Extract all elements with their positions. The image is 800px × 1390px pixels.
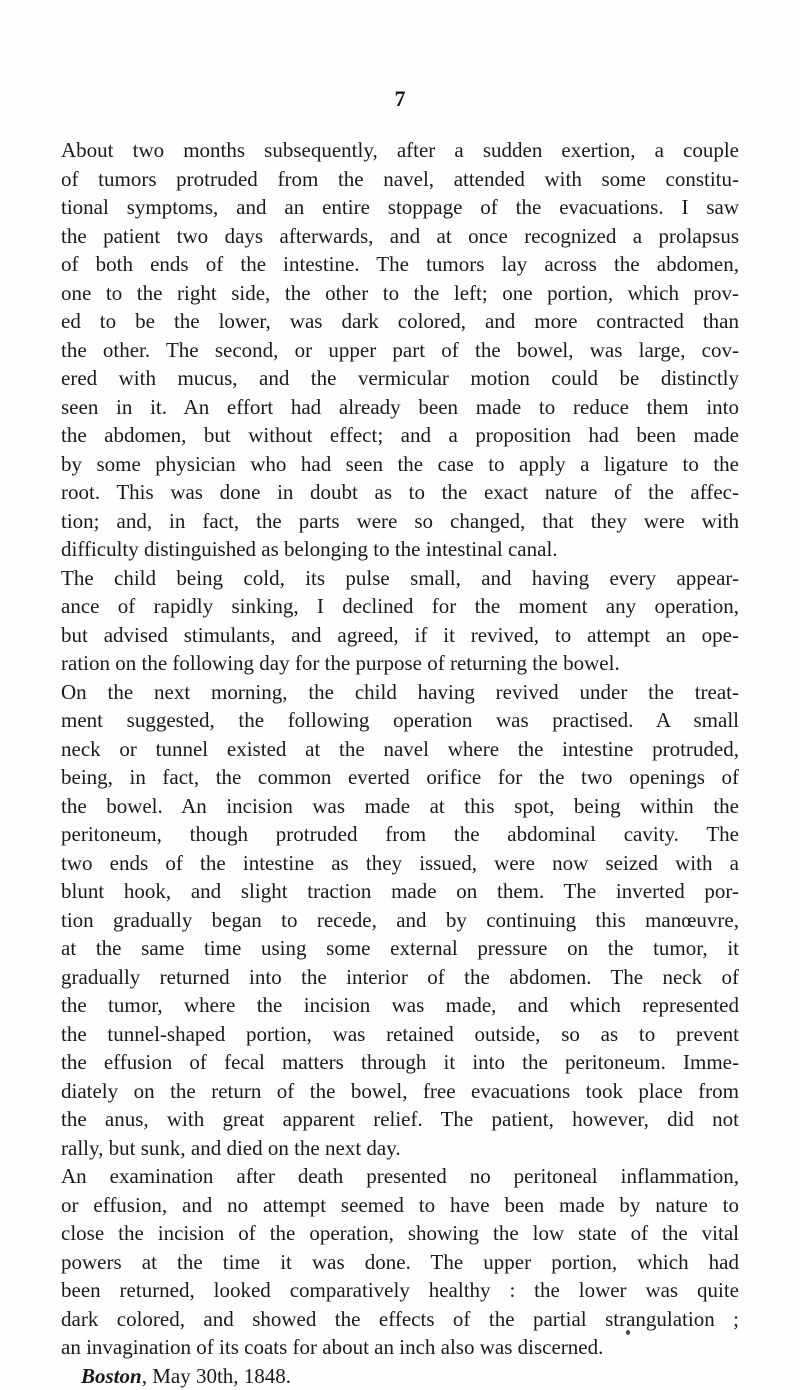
text-line: tion gradually began to recede, and by continuing this manœuvre, [61,906,739,935]
text-line: ance of rapidly sinking, I declined for the moment any operation, [61,592,739,621]
paragraph [61,564,739,678]
text-line: the abdomen, but without effect; and a proposition had been made [61,421,739,450]
text-line: powers at the time it was done. The upper portion, which had [61,1248,739,1277]
text-line: two ends of the intestine as they issued, were now seized with a [61,849,739,878]
page-number: 7 [0,86,800,112]
text-line: blunt hook, and slight traction made on them. The inverted por- [61,877,739,906]
text-line: The child being cold, its pulse small, and having every appear- [61,564,739,593]
text-line: dark colored, and showed the effects of the partial strangulation ; [61,1305,739,1334]
text-line: About two months subsequently, after a sudden exertion, a couple [61,136,739,165]
text-line: of tumors protruded from the navel, attended with some constitu- [61,165,739,194]
text-line: the bowel. An incision was made at this spot, being within the [61,792,739,821]
text-line: being, in fact, the common everted orifice for the two openings of [61,763,739,792]
text-line: close the incision of the operation, showing the low state of the vital [61,1219,739,1248]
text-line: of both ends of the intestine. The tumors lay across the abdomen, [61,250,739,279]
text-line: an invagination of its coats for about an inch also was discerned. [61,1333,739,1362]
text-line: gradually returned into the interior of the abdomen. The neck of [61,963,739,992]
text-line: diately on the return of the bowel, free evacuations took place from [61,1077,739,1106]
text-line: been returned, looked comparatively healthy : the lower was quite [61,1276,739,1305]
text-line: peritoneum, though protruded from the abdominal cavity. The [61,820,739,849]
text-line: but advised stimulants, and agreed, if it revived, to attempt an ope- [61,621,739,650]
text-line: neck or tunnel existed at the navel where the intestine protruded, [61,735,739,764]
text-line: An examination after death presented no peritoneal inflammation, [61,1162,739,1191]
text-line: root. This was done in doubt as to the exact nature of the affec- [61,478,739,507]
text-line: ration on the following day for the purpose of returning the bowel. [61,649,739,678]
text-line: tional symptoms, and an entire stoppage of the evacuations. I saw [61,193,739,222]
text-line: difficulty distinguished as belonging to the intestinal canal. [61,535,739,564]
text-line: or effusion, and no attempt seemed to have been made by nature to [61,1191,739,1220]
body-text [61,136,739,1390]
text-line: ed to be the lower, was dark colored, and more contracted than [61,307,739,336]
text-line: one to the right side, the other to the left; one portion, which prov- [61,279,739,308]
text-line: at the same time using some external pressure on the tumor, it [61,934,739,963]
text-line: by some physician who had seen the case to apply a ligature to the [61,450,739,479]
signoff-date: May 30th, 1848. [147,1364,291,1388]
text-line: ered with mucus, and the vermicular motion could be distinctly [61,364,739,393]
text-line: the tumor, where the incision was made, and which represented [61,991,739,1020]
text-line: tion; and, in fact, the parts were so changed, that they were with [61,507,739,536]
text-line: ment suggested, the following operation was practised. A small [61,706,739,735]
signoff-separator: , [142,1364,147,1388]
text-line: On the next morning, the child having revived under the treat- [61,678,739,707]
stray-ink-mark [626,1330,630,1335]
text-line: the patient two days afterwards, and at once recognized a prolapsus [61,222,739,251]
signoff [61,1362,739,1390]
text-line: the anus, with great apparent relief. The patient, however, did not [61,1105,739,1134]
text-line: rally, but sunk, and died on the next day. [61,1134,739,1163]
text-line: the other. The second, or upper part of the bowel, was large, cov- [61,336,739,365]
paragraph [61,136,739,564]
paragraph [61,1162,739,1362]
text-line: seen in it. An effort had already been made to reduce them into [61,393,739,422]
text-line: the tunnel-shaped portion, was retained outside, so as to prevent [61,1020,739,1049]
signoff-place: Boston [81,1364,142,1388]
paragraph [61,678,739,1163]
text-line: the effusion of fecal matters through it into the peritoneum. Imme- [61,1048,739,1077]
